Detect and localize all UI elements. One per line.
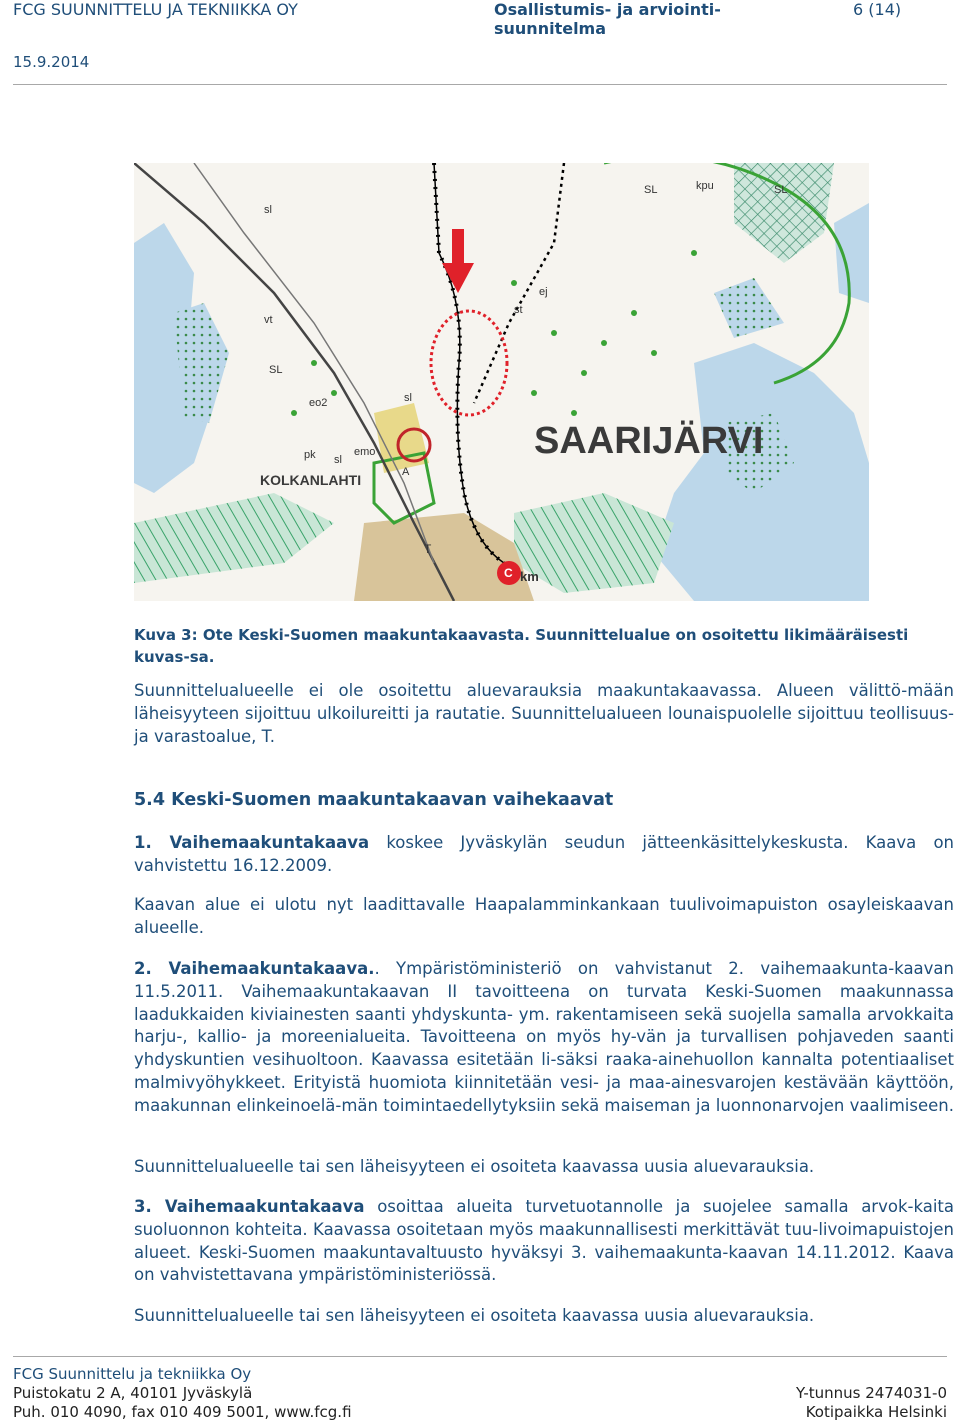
item-2-title: 2. Vaihemaakuntakaava. <box>134 959 375 978</box>
svg-text:ej: ej <box>539 286 548 298</box>
header-company: FCG SUUNNITTELU JA TEKNIIKKA OY <box>13 0 298 19</box>
svg-text:SL: SL <box>269 364 283 376</box>
svg-text:C: C <box>504 566 513 580</box>
svg-text:pk: pk <box>304 449 316 461</box>
svg-text:T: T <box>424 542 432 556</box>
figure-caption: Kuva 3: Ote Keski-Suomen maakuntakaavasta. Suunnittelualue on osoitettu likimääräisesti kuvas-sa. <box>134 626 909 666</box>
header-divider <box>13 84 947 85</box>
svg-text:sl: sl <box>334 454 342 466</box>
item-1 <box>134 832 954 878</box>
map-label-village: KOLKANLAHTI <box>260 472 362 488</box>
item-2-note: Suunnittelualueelle tai sen läheisyyteen ei osoiteta kaavassa uusia aluevarauksia. <box>134 1157 815 1176</box>
item-1-text: koskee Jyväskylän seudun jätteenkäsittelykeskusta. Kaava on vahvistettu 16.12.2009. <box>134 833 954 875</box>
header-date: 15.9.2014 <box>13 53 90 71</box>
item-2 <box>134 958 954 1118</box>
item-3-note: Suunnittelualueelle tai sen läheisyyteen ei osoiteta kaavassa uusia aluevarauksia. <box>134 1306 815 1325</box>
svg-text:vt: vt <box>264 314 273 326</box>
svg-text:km: km <box>520 569 539 584</box>
footer-phone: Puh. 010 4090, fax 010 409 5001, www.fcg.fi <box>13 1403 352 1421</box>
footer-company: FCG Suunnittelu ja tekniikka Oy <box>13 1365 252 1383</box>
svg-text:st: st <box>514 304 523 316</box>
footer-address: Puistokatu 2 A, 40101 Jyväskylä <box>13 1384 253 1402</box>
item-3-text: osoittaa alueita turvetuotannolle ja suojelee samalla arvok-kaita suoluonnon kohteita. Kaavassa osoitetaan myös maakunnallisesti merkittävät tuu-livoimapuistojen alueet. Keski-Suomen maakuntavaltuusto hyväksyi 3. vaihemaakunta-kaavan 14.11.2012. Kaava on vahvistettavana ympäristöministeriössä. <box>134 1197 954 1285</box>
svg-text:SL: SL <box>774 184 788 196</box>
svg-text:A: A <box>402 466 410 478</box>
header-document-title: Osallistumis- ja arviointi-suunnitelma <box>494 0 721 38</box>
footer-business-id: Y-tunnus 2474031-0 <box>795 1384 947 1402</box>
intro-paragraph: Suunnittelualueelle ei ole osoitettu aluevarauksia maakuntakaavassa. Alueen välittö-mään läheisyyteen sijoittuu ulkoilureitti ja rautatie. Suunnittelualueen lounaispuolelle sijoittuu teollisuus- ja varastoalue, T. <box>134 681 954 746</box>
section-heading: 5.4 Keski-Suomen maakuntakaavan vaihekaavat <box>134 790 614 810</box>
item-3-title: 3. Vaihemaakuntakaava <box>134 1197 365 1216</box>
map-image <box>134 163 869 601</box>
footer-domicile: Kotipaikka Helsinki <box>805 1403 947 1421</box>
svg-text:sl: sl <box>404 392 412 404</box>
header-page-number: 6 (14) <box>853 0 902 19</box>
item-2-text: . Ympäristöministeriö on vahvistanut 2. vaihemaakunta-kaavan 11.5.2011. Vaihemaakuntakaavan II tavoitteena on turvata Keski-Suomen maakunnassa laadukkaiden kiviainesten saanti yhdyskunta- ym. rakentamiseen sekä suojella samalla arvokkaita harju-, kallio- ja moreenialueita. Tavoitteena on myös hy-vän ja turvallisen pohjaveden saanti yhdyskuntien vesihuoltoon. Kaavassa esitetään li-säksi raaka-ainehuollon kannalta potentiaaliset malmivyöhykkeet. Erityistä huomiota kiinnitetään vesi- ja maa-ainesvarojen kestävään käyttöön, maakunnan elinkeinoelä-män toimintaedellytyksiin sekä maiseman ja luonnonarvojen vaalimiseen. <box>134 959 955 1115</box>
svg-text:kpu: kpu <box>696 180 714 192</box>
svg-text:SL: SL <box>644 184 658 196</box>
item-1-title: 1. Vaihemaakuntakaava <box>134 833 370 852</box>
map-label-town: SAARIJÄRVI <box>534 420 764 462</box>
footer-divider <box>13 1356 947 1357</box>
svg-text:eo2: eo2 <box>309 397 328 409</box>
page-header <box>0 0 960 90</box>
item-1-note: Kaavan alue ei ulotu nyt laadittavalle Haapalamminkankaan tuulivoimapuiston osayleiskaavan alueelle. <box>134 895 954 937</box>
svg-text:emo: emo <box>354 446 376 458</box>
item-3 <box>134 1196 954 1287</box>
svg-text:sl: sl <box>264 204 272 216</box>
